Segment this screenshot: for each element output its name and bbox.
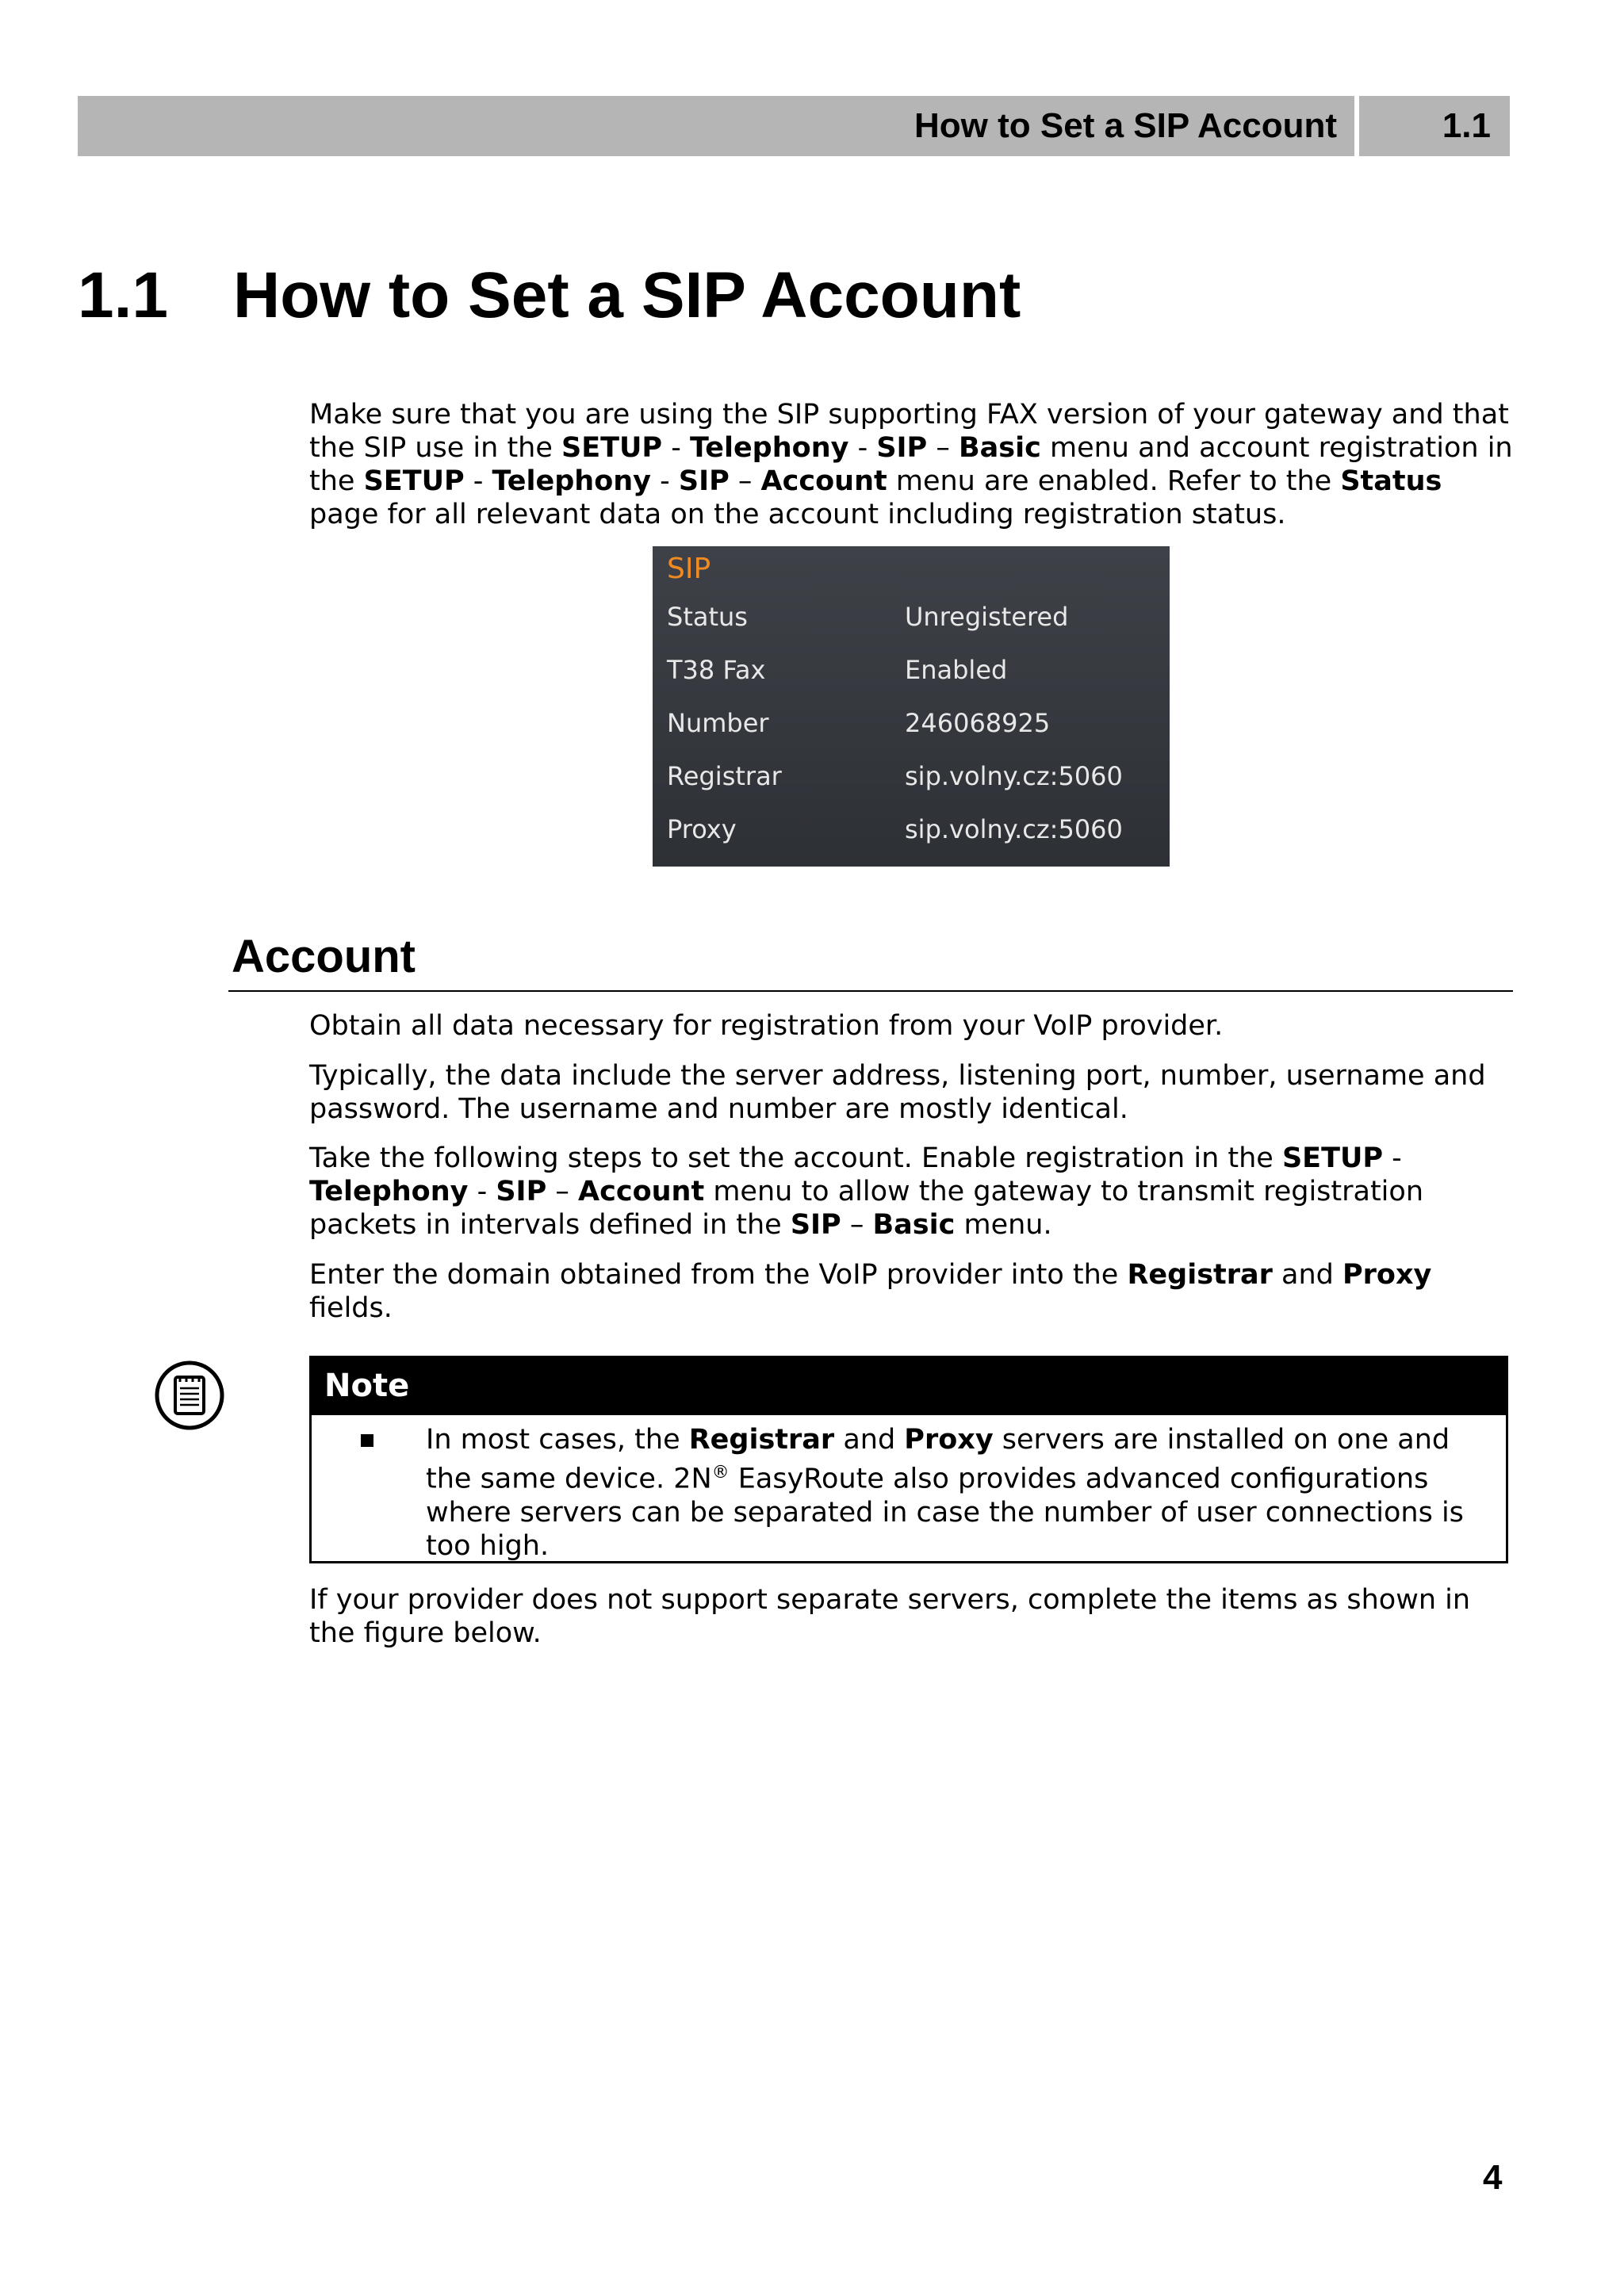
sip-row-label: Registrar (667, 761, 782, 791)
section-heading (78, 252, 1021, 339)
note-title: Note (312, 1358, 1506, 1415)
note-text: In most cases, the Registrar and Proxy servers are installed on one and the same device. 2N® EasyRoute also provides advanced configurations where servers can be separated in case the number of user connections is too high. (426, 1424, 1464, 1562)
account-paragraph-1: Obtain all data necessary for registration from your VoIP provider. (309, 1010, 1224, 1042)
sip-row-proxy (667, 814, 1166, 867)
notepad-icon (154, 1360, 225, 1431)
account-paragraph-3: Take the following steps to set the account. Enable registration in the SETUP - Telephony - SIP – Account menu to allow the gateway to transmit registration packets in intervals defined in the SIP – Basic menu. (309, 1142, 1424, 1241)
sip-row-label: Proxy (667, 814, 737, 844)
sip-row-label: Status (667, 602, 748, 632)
account-paragraph-4: Enter the domain obtained from the VoIP provider into the Registrar and Proxy fields. (309, 1259, 1432, 1324)
sip-row-label: Number (667, 708, 769, 738)
sip-row-value: 246068925 (905, 708, 1051, 738)
sip-row-value: Enabled (905, 655, 1008, 685)
sip-row-registrar (667, 761, 1166, 814)
sip-row-value: Unregistered (905, 602, 1069, 632)
section-heading-title: How to Set a SIP Account (233, 259, 1021, 331)
account-heading: Account (232, 931, 416, 982)
note-box (309, 1356, 1508, 1563)
account-paragraph-2: Typically, the data include the server address, listening port, number, username and password. The username and number are mostly identical. (309, 1060, 1486, 1125)
sip-row-t38-fax (667, 655, 1166, 708)
header-title: How to Set a SIP Account (914, 106, 1337, 145)
sip-row-number (667, 708, 1166, 761)
sip-row-value: sip.volny.cz:5060 (905, 814, 1123, 844)
account-heading-rule (228, 990, 1513, 992)
page-number: 4 (1483, 2158, 1503, 2197)
section-heading-number: 1.1 (78, 259, 168, 331)
sip-row-label: T38 Fax (667, 655, 766, 685)
page-header (78, 96, 1510, 156)
sip-row-status (667, 602, 1166, 655)
sip-row-value: sip.volny.cz:5060 (905, 761, 1123, 791)
intro-paragraph: Make sure that you are using the SIP supporting FAX version of your gateway and that the SIP use in the SETUP - Telephony - SIP – Basic menu and account registration in the SETUP - Telephony - SIP – Account menu are enabled. Refer to the Status page for all relevant data on the account including registration status. (309, 399, 1513, 530)
header-section-number: 1.1 (1442, 106, 1491, 145)
sip-status-panel (653, 546, 1170, 867)
bullet-square-icon (361, 1434, 373, 1447)
closing-paragraph: If your provider does not support separate servers, complete the items as shown in the figure below. (309, 1584, 1471, 1649)
header-divider (1354, 96, 1359, 156)
sip-panel-title: SIP (667, 553, 711, 585)
